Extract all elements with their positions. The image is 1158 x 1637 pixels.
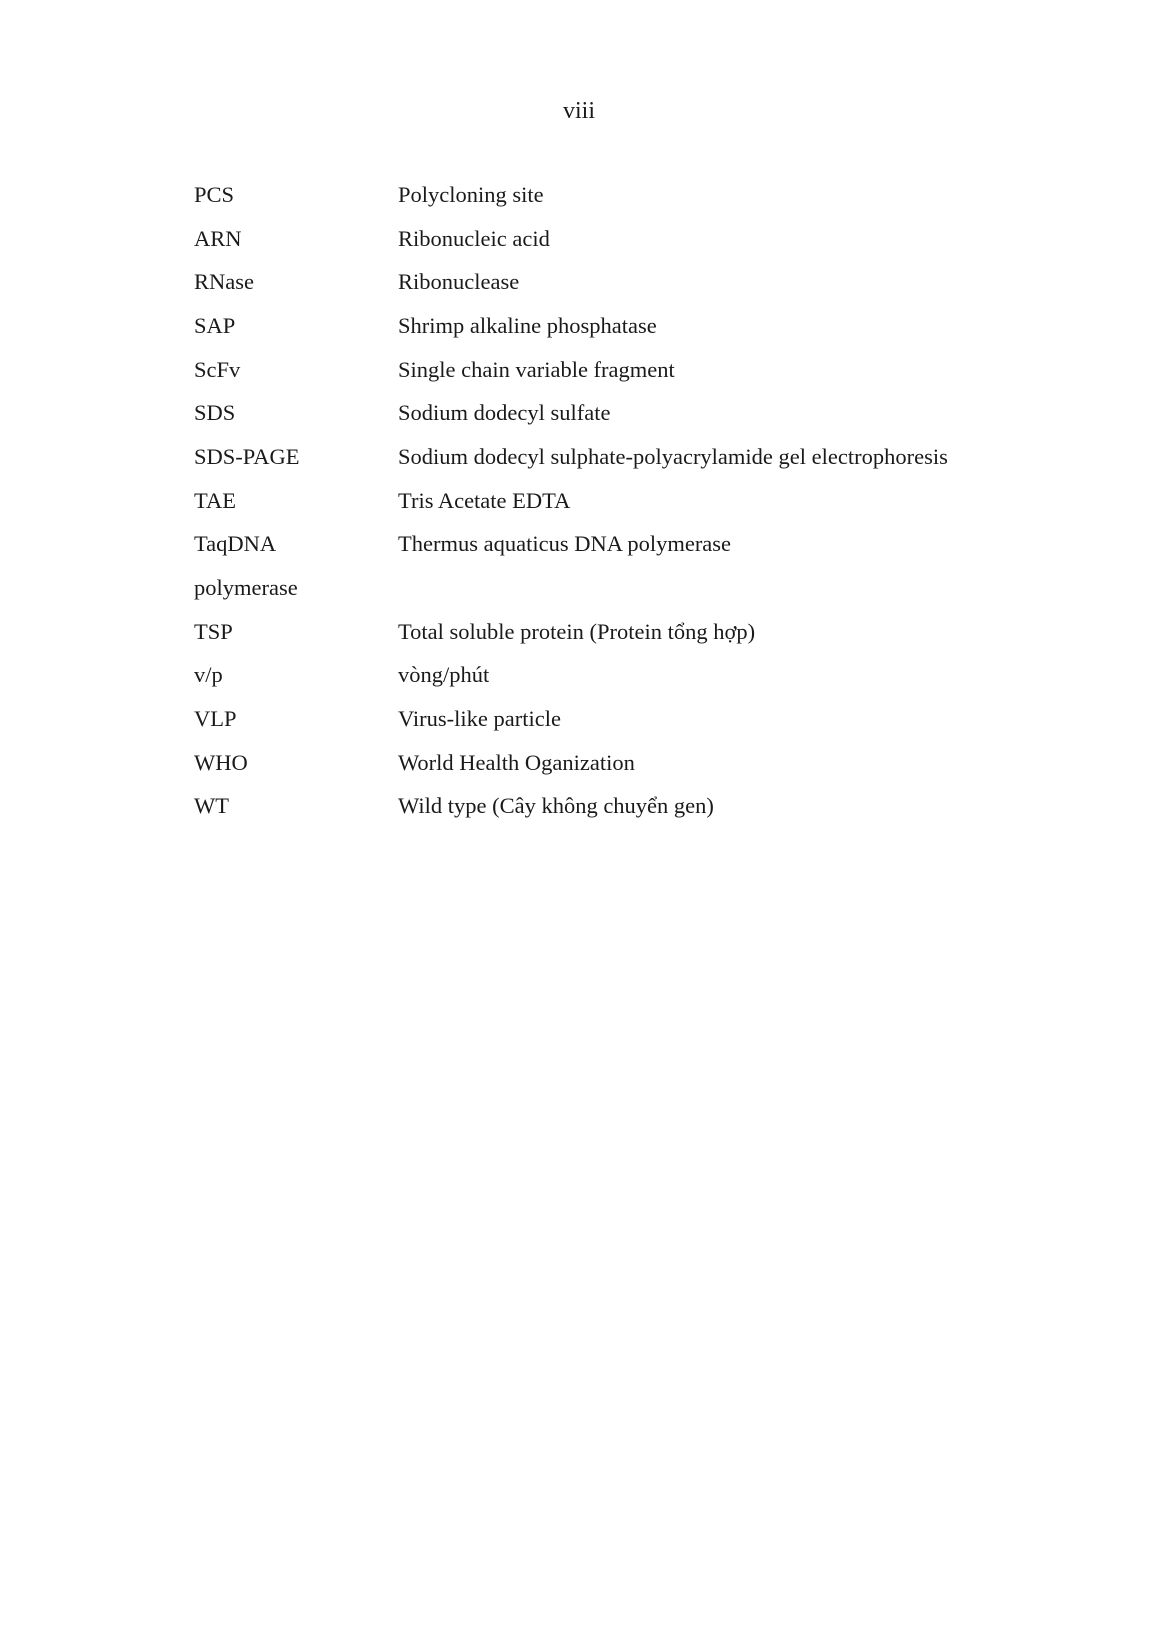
abbreviation-definition: Sodium dodecyl sulfate [398, 400, 611, 426]
abbreviation-term: TSP [194, 618, 233, 644]
abbreviation-definition: Polycloning site [398, 181, 544, 207]
table-row [194, 523, 948, 567]
abbreviation-definition: Thermus aquaticus DNA polymerase [398, 531, 732, 557]
table-row [194, 697, 948, 741]
abbreviation-table [194, 173, 948, 828]
table-row [194, 785, 948, 829]
abbreviation-definition: World Health Oganization [398, 749, 635, 775]
abbreviation-definition: Ribonuclease [398, 269, 520, 295]
abbreviation-term: TaqDNA [194, 531, 277, 557]
table-row [194, 741, 948, 785]
abbreviation-definition: Single chain variable fragment [398, 356, 675, 382]
abbreviation-term: RNase [194, 269, 254, 295]
abbreviation-term: v/p [194, 662, 223, 688]
table-row [194, 173, 948, 217]
abbreviation-definition: vòng/phút [398, 662, 490, 688]
abbreviation-term: PCS [194, 181, 235, 207]
abbreviation-term: WHO [194, 749, 248, 775]
abbreviation-definition: Total soluble protein (Protein tổng hợp) [398, 618, 756, 644]
table-row [194, 260, 948, 304]
abbreviation-term: WT [194, 793, 229, 819]
abbreviation-term: VLP [194, 706, 237, 732]
table-row [194, 348, 948, 392]
table-row [194, 391, 948, 435]
abbreviation-definition [398, 566, 948, 610]
table-row [194, 479, 948, 523]
table-row [194, 610, 948, 654]
abbreviation-definition: Sodium dodecyl sulphate-polyacrylamide gel electrophoresis [398, 443, 948, 469]
abbreviation-definition: Shrimp alkaline phosphatase [398, 312, 657, 338]
abbreviation-definition: Wild type (Cây không chuyển gen) [398, 793, 714, 819]
abbreviation-term: SDS [194, 400, 236, 426]
table-row [194, 654, 948, 698]
abbreviation-definition: Tris Acetate EDTA [398, 487, 571, 513]
table-row [194, 217, 948, 261]
abbreviation-term: polymerase [194, 575, 298, 601]
table-row [194, 435, 948, 479]
abbreviation-term: ScFv [194, 356, 241, 382]
abbreviation-term: SAP [194, 312, 236, 338]
abbreviation-term: ARN [194, 225, 242, 251]
abbreviation-definition: Ribonucleic acid [398, 225, 550, 251]
abbreviation-term: SDS-PAGE [194, 443, 300, 469]
table-row [194, 304, 948, 348]
abbreviation-term: TAE [194, 487, 236, 513]
table-row [194, 566, 948, 610]
abbreviation-definition: Virus-like particle [398, 706, 561, 732]
page-number: viii [562, 98, 595, 124]
